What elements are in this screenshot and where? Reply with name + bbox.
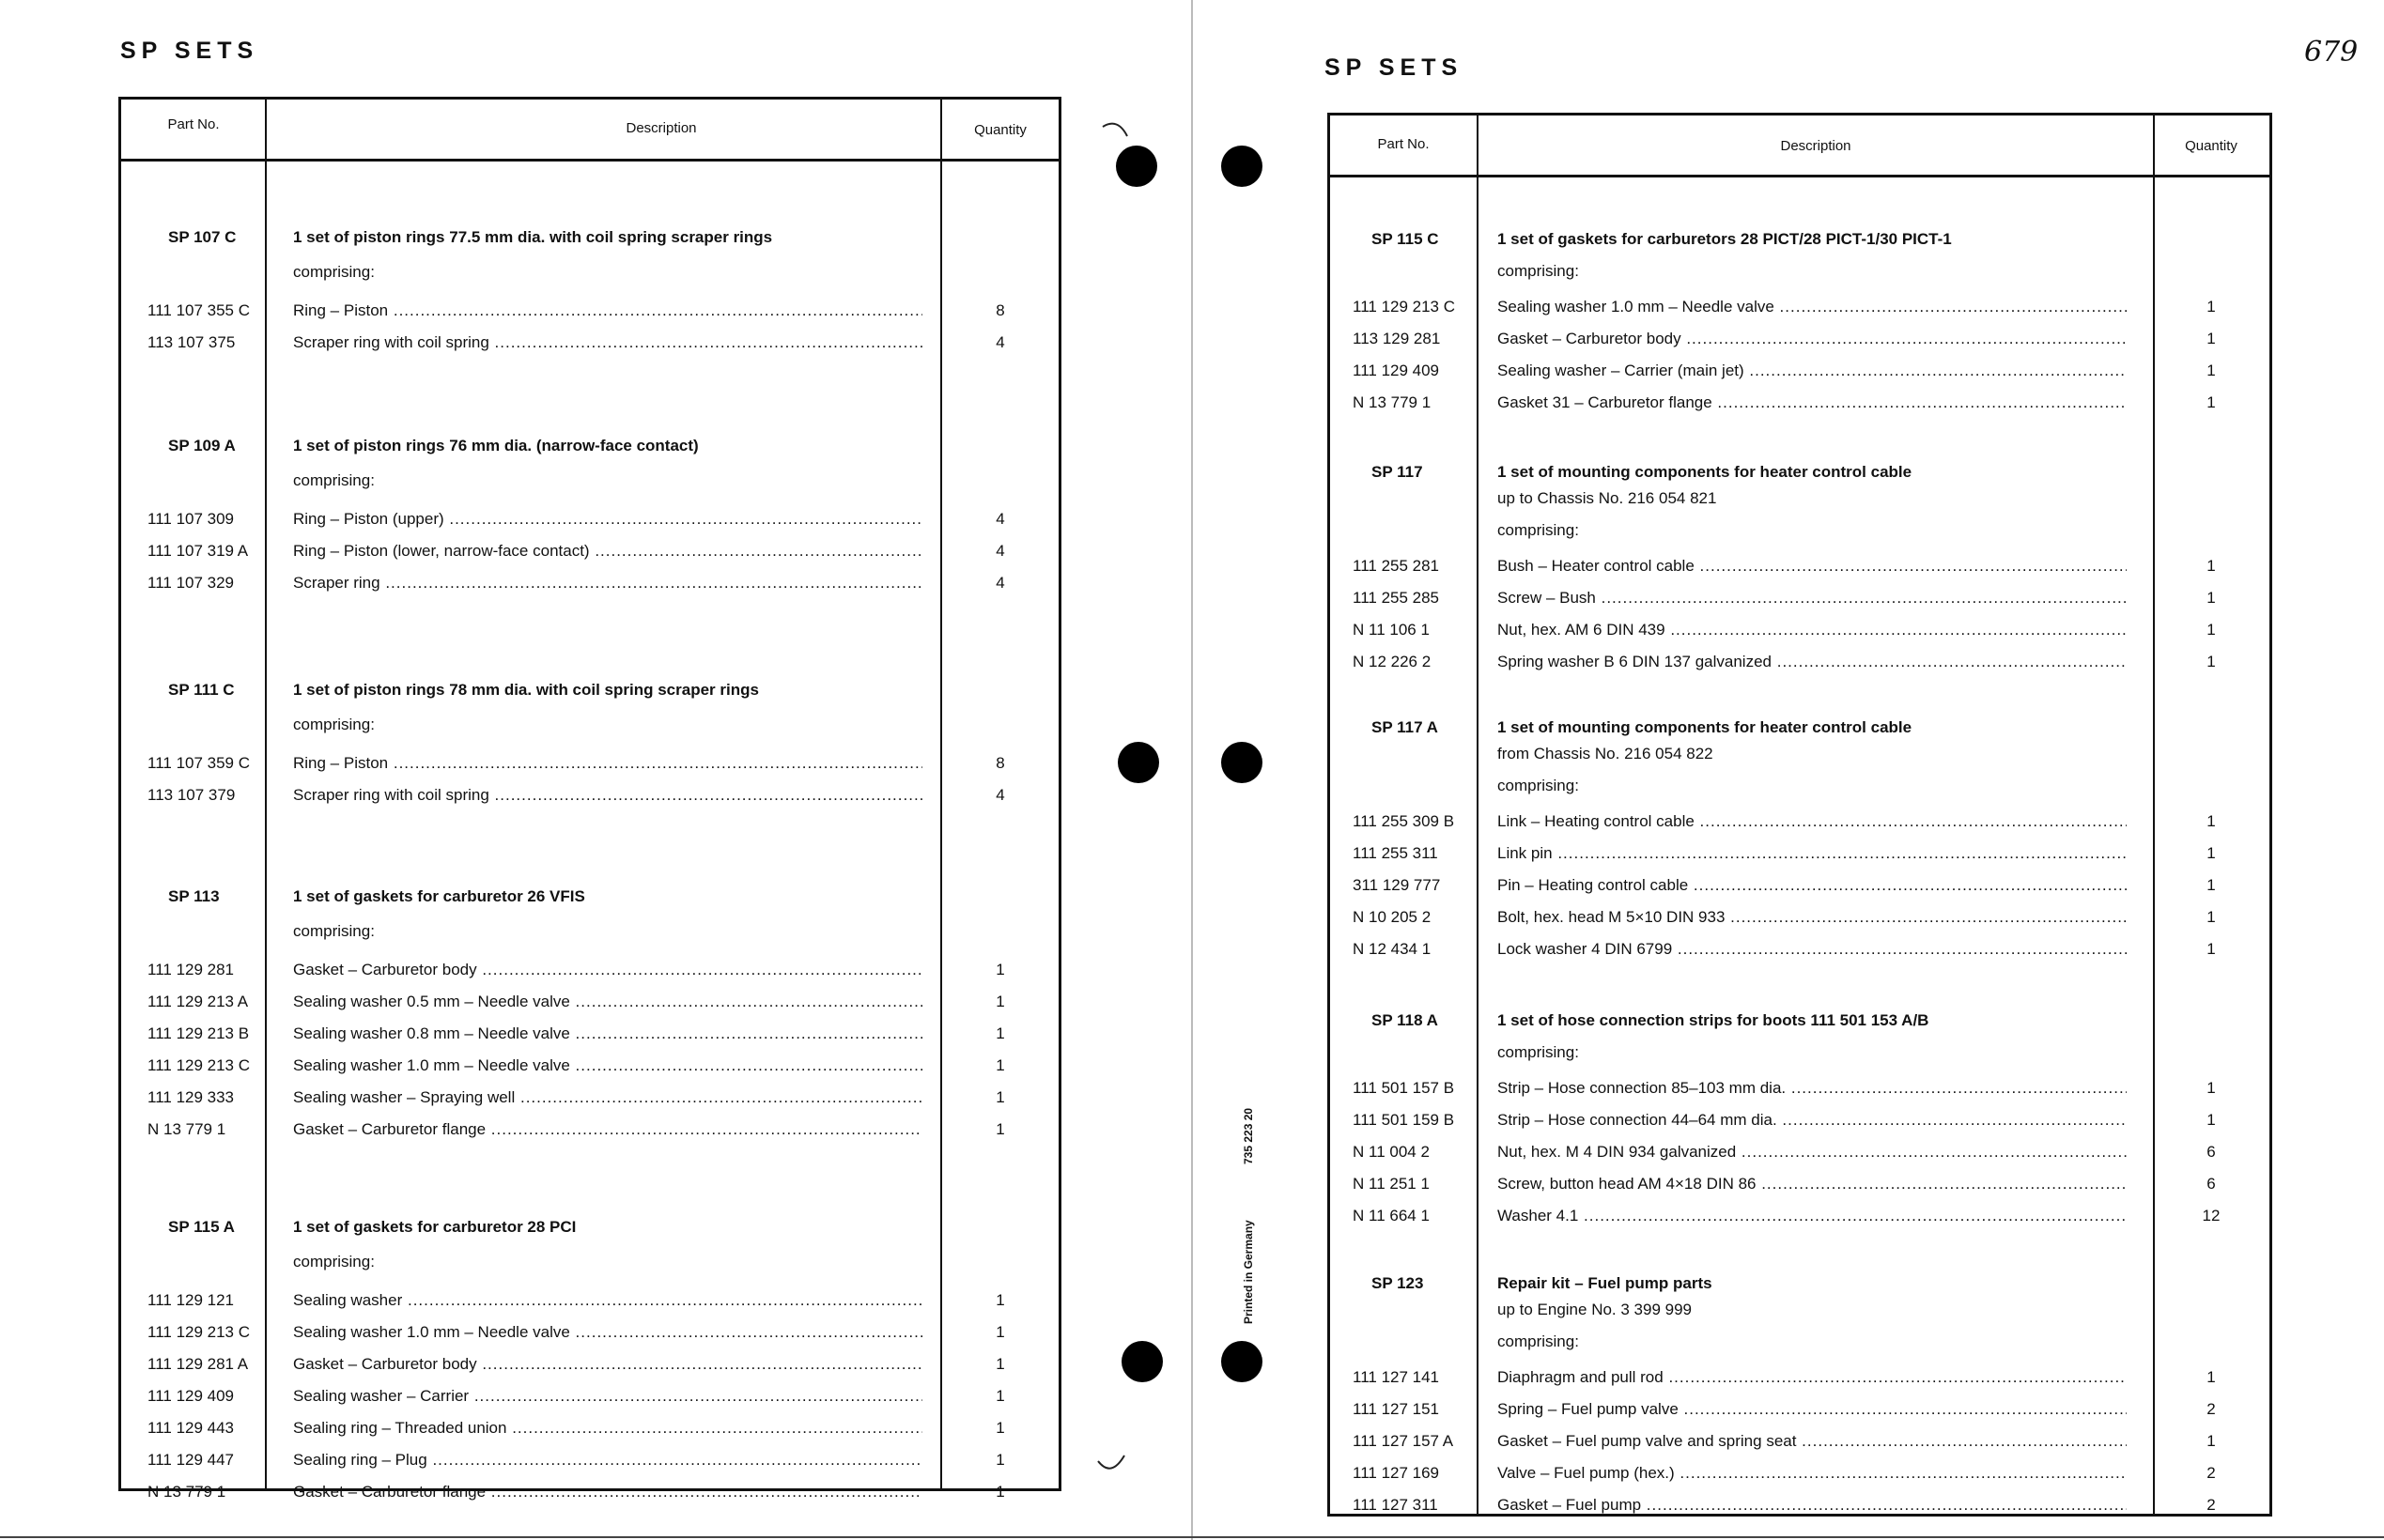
part-quantity: 1 bbox=[996, 1291, 1005, 1309]
table-row bbox=[1330, 1491, 2269, 1519]
set-note-row bbox=[1330, 1039, 2269, 1067]
part-number: 111 129 409 bbox=[147, 1387, 235, 1405]
part-number: 111 129 333 bbox=[147, 1088, 235, 1106]
part-quantity: 1 bbox=[2206, 621, 2216, 639]
set-heading-row bbox=[121, 676, 1059, 704]
part-quantity: 1 bbox=[996, 1120, 1005, 1138]
set-heading-row bbox=[1330, 714, 2269, 742]
part-quantity: 2 bbox=[2206, 1464, 2216, 1482]
part-number: 111 127 151 bbox=[1353, 1400, 1440, 1418]
part-description: Strip – Hose connection 85–103 mm dia. ..... bbox=[1497, 1074, 2127, 1102]
header-quantity: Quantity bbox=[2185, 138, 2237, 154]
part-quantity: 1 bbox=[996, 1024, 1005, 1042]
set-note-row bbox=[1330, 485, 2269, 513]
set-title: 1 set of piston rings 77.5 mm dia. with coil spring scraper rings bbox=[293, 228, 773, 246]
part-number: 111 127 311 bbox=[1353, 1496, 1438, 1514]
table-header bbox=[121, 100, 1059, 162]
set-heading-row bbox=[121, 883, 1059, 911]
set-note: from Chassis No. 216 054 822 bbox=[1497, 745, 1713, 762]
set-title: 1 set of gaskets for carburetors 28 PICT/28 PICT-1/30 PICT-1 bbox=[1497, 230, 1952, 248]
part-description: Sealing washer ..... bbox=[293, 1286, 922, 1315]
table-row bbox=[1330, 1138, 2269, 1166]
part-description: Gasket – Carburetor body ..... bbox=[1497, 325, 2127, 353]
part-description: Sealing washer 1.0 mm – Needle valve ..... bbox=[1497, 293, 2127, 321]
part-description: Gasket – Carburetor flange ..... bbox=[293, 1478, 922, 1506]
set-title: 1 set of piston rings 76 mm dia. (narrow-face contact) bbox=[293, 437, 699, 454]
part-number: 111 127 141 bbox=[1353, 1368, 1440, 1386]
part-description: Link pin ..... bbox=[1497, 839, 2127, 868]
part-number: 111 129 447 bbox=[147, 1451, 235, 1469]
punch-hole bbox=[1221, 146, 1262, 187]
part-quantity: 1 bbox=[2206, 362, 2216, 379]
set-number: SP 123 bbox=[1371, 1274, 1424, 1292]
part-number: 111 501 157 B bbox=[1353, 1079, 1455, 1097]
part-number: N 11 251 1 bbox=[1353, 1175, 1430, 1193]
set-note-row bbox=[1330, 516, 2269, 545]
part-description: Strip – Hose connection 44–64 mm dia. ..... bbox=[1497, 1106, 2127, 1134]
set-note: up to Chassis No. 216 054 821 bbox=[1497, 489, 1717, 507]
part-description: Gasket – Carburetor flange ..... bbox=[293, 1116, 922, 1144]
set-title: 1 set of hose connection strips for boots 111 501 153 A/B bbox=[1497, 1011, 1929, 1029]
table-body bbox=[1330, 175, 2269, 1514]
table-row bbox=[121, 297, 1059, 325]
part-description: Ring – Piston (upper) ..... bbox=[293, 505, 922, 533]
part-description: Spring washer B 6 DIN 137 galvanized ..... bbox=[1497, 648, 2127, 676]
set-number: SP 107 C bbox=[168, 228, 237, 246]
set-title: Repair kit – Fuel pump parts bbox=[1497, 1274, 1712, 1292]
part-quantity: 6 bbox=[2206, 1175, 2216, 1193]
part-quantity: 1 bbox=[2206, 298, 2216, 316]
punch-hole bbox=[1221, 742, 1262, 783]
part-number: 111 107 359 C bbox=[147, 754, 251, 772]
part-number: 113 129 281 bbox=[1353, 330, 1441, 347]
set-heading-row bbox=[1330, 1270, 2269, 1298]
part-number: 111 129 213 C bbox=[147, 1323, 251, 1341]
binder-curl-icon bbox=[1094, 1446, 1132, 1484]
parts-table bbox=[118, 97, 1061, 1501]
part-quantity: 2 bbox=[2206, 1400, 2216, 1418]
table-row bbox=[121, 329, 1059, 357]
part-description: Diaphragm and pull rod ..... bbox=[1497, 1363, 2127, 1392]
table-header bbox=[1330, 116, 2269, 177]
part-number: 111 501 159 B bbox=[1353, 1111, 1455, 1129]
part-quantity: 12 bbox=[2202, 1207, 2221, 1224]
set-title: 1 set of gaskets for carburetor 26 VFIS bbox=[293, 887, 585, 905]
part-quantity: 4 bbox=[996, 542, 1005, 560]
part-description: Sealing washer – Carrier (main jet) ..... bbox=[1497, 357, 2127, 385]
part-description: Sealing ring – Threaded union ..... bbox=[293, 1414, 922, 1442]
table-body bbox=[121, 159, 1059, 1501]
set-note: comprising: bbox=[293, 716, 375, 733]
part-quantity: 1 bbox=[996, 1323, 1005, 1341]
table-row bbox=[121, 988, 1059, 1016]
table-row bbox=[1330, 552, 2269, 580]
header-description: Description bbox=[1780, 138, 1851, 154]
part-description: Nut, hex. AM 6 DIN 439 ..... bbox=[1497, 616, 2127, 644]
set-number: SP 117 bbox=[1371, 463, 1423, 481]
part-number: 111 107 329 bbox=[147, 574, 235, 592]
table-row bbox=[121, 781, 1059, 809]
parts-table bbox=[1327, 113, 2272, 1517]
part-quantity: 4 bbox=[996, 786, 1005, 804]
set-note: comprising: bbox=[293, 263, 375, 281]
punch-hole bbox=[1221, 1341, 1262, 1382]
part-quantity: 4 bbox=[996, 333, 1005, 351]
part-description: Screw – Bush ..... bbox=[1497, 584, 2127, 612]
part-quantity: 1 bbox=[996, 993, 1005, 1010]
part-quantity: 1 bbox=[2206, 1079, 2216, 1097]
part-description: Sealing washer – Spraying well ..... bbox=[293, 1084, 922, 1112]
part-number: 111 127 157 A bbox=[1353, 1432, 1454, 1450]
part-description: Sealing washer 1.0 mm – Needle valve ..... bbox=[293, 1318, 922, 1347]
table-row bbox=[1330, 1363, 2269, 1392]
binder-curl-icon bbox=[1099, 117, 1137, 155]
page-title: SP SETS bbox=[120, 38, 259, 64]
table-row bbox=[1330, 871, 2269, 900]
part-quantity: 1 bbox=[996, 1419, 1005, 1437]
table-row bbox=[1330, 1459, 2269, 1487]
table-row bbox=[121, 1478, 1059, 1506]
set-note-row bbox=[121, 711, 1059, 739]
set-number: SP 118 A bbox=[1371, 1011, 1438, 1029]
set-note-row bbox=[121, 917, 1059, 946]
table-row bbox=[1330, 325, 2269, 353]
bottom-edge bbox=[0, 1536, 2384, 1538]
table-row bbox=[121, 1084, 1059, 1112]
set-title: 1 set of mounting components for heater control cable bbox=[1497, 463, 1912, 481]
part-number: 111 107 319 A bbox=[147, 542, 249, 560]
part-description: Gasket – Fuel pump ..... bbox=[1497, 1491, 2127, 1519]
part-quantity: 1 bbox=[2206, 557, 2216, 575]
table-row bbox=[1330, 935, 2269, 963]
table-row bbox=[1330, 839, 2269, 868]
part-number: N 12 226 2 bbox=[1353, 653, 1432, 670]
part-number: N 13 779 1 bbox=[147, 1120, 226, 1138]
header-description: Description bbox=[626, 120, 697, 136]
part-number: 111 129 213 B bbox=[147, 1024, 250, 1042]
part-quantity: 6 bbox=[2206, 1143, 2216, 1161]
part-quantity: 1 bbox=[996, 1088, 1005, 1106]
set-note: comprising: bbox=[1497, 1332, 1579, 1350]
set-note-row bbox=[1330, 740, 2269, 768]
table-row bbox=[121, 1020, 1059, 1048]
set-title: 1 set of gaskets for carburetor 28 PCI bbox=[293, 1218, 577, 1236]
part-quantity: 1 bbox=[2206, 812, 2216, 830]
table-row bbox=[121, 1350, 1059, 1378]
part-description: Sealing ring – Plug ..... bbox=[293, 1446, 922, 1474]
set-note-row bbox=[1330, 1328, 2269, 1356]
part-number: 111 107 309 bbox=[147, 510, 235, 528]
part-number: 113 107 375 bbox=[147, 333, 236, 351]
set-heading-row bbox=[1330, 1007, 2269, 1035]
part-quantity: 1 bbox=[2206, 1432, 2216, 1450]
set-heading-row bbox=[1330, 225, 2269, 254]
table-row bbox=[1330, 357, 2269, 385]
part-quantity: 1 bbox=[2206, 653, 2216, 670]
part-number: 111 255 309 B bbox=[1353, 812, 1455, 830]
table-row bbox=[1330, 1395, 2269, 1424]
part-number: N 12 434 1 bbox=[1353, 940, 1432, 958]
part-description: Scraper ring with coil spring ..... bbox=[293, 329, 922, 357]
part-number: 111 255 281 bbox=[1353, 557, 1440, 575]
set-note-row bbox=[121, 467, 1059, 495]
set-number: SP 115 A bbox=[168, 1218, 235, 1236]
part-description: Bolt, hex. head M 5×10 DIN 933 ..... bbox=[1497, 903, 2127, 932]
set-heading-row bbox=[121, 432, 1059, 460]
table-row bbox=[1330, 1170, 2269, 1198]
punch-hole bbox=[1118, 742, 1159, 783]
part-number: N 11 004 2 bbox=[1353, 1143, 1430, 1161]
set-heading-row bbox=[121, 1213, 1059, 1241]
set-note: up to Engine No. 3 399 999 bbox=[1497, 1301, 1692, 1318]
set-note: comprising: bbox=[293, 471, 375, 489]
set-number: SP 109 A bbox=[168, 437, 236, 454]
table-row bbox=[121, 1318, 1059, 1347]
set-note: comprising: bbox=[293, 1253, 375, 1270]
set-number: SP 115 C bbox=[1371, 230, 1439, 248]
part-quantity: 1 bbox=[2206, 940, 2216, 958]
table-row bbox=[1330, 584, 2269, 612]
part-number: 111 129 213 A bbox=[147, 993, 249, 1010]
part-description: Sealing washer 0.8 mm – Needle valve ..... bbox=[293, 1020, 922, 1048]
printed-in-germany: Printed in Germany bbox=[1242, 1220, 1255, 1324]
table-row bbox=[121, 1414, 1059, 1442]
set-heading-row bbox=[121, 223, 1059, 252]
table-row bbox=[1330, 808, 2269, 836]
part-quantity: 4 bbox=[996, 510, 1005, 528]
table-row bbox=[1330, 293, 2269, 321]
part-description: Valve – Fuel pump (hex.) ..... bbox=[1497, 1459, 2127, 1487]
part-number: 111 127 169 bbox=[1353, 1464, 1440, 1482]
part-number: 111 129 281 bbox=[147, 961, 235, 978]
table-row bbox=[121, 505, 1059, 533]
table-row bbox=[1330, 1202, 2269, 1230]
handwritten-page-number: 679 bbox=[2304, 36, 2359, 69]
part-number: 111 129 281 A bbox=[147, 1355, 249, 1373]
part-description: Scraper ring with coil spring ..... bbox=[293, 781, 922, 809]
part-quantity: 1 bbox=[996, 1387, 1005, 1405]
part-description: Washer 4.1 ..... bbox=[1497, 1202, 2127, 1230]
part-quantity: 1 bbox=[2206, 908, 2216, 926]
page-title: SP SETS bbox=[1324, 54, 1463, 81]
part-description: Nut, hex. M 4 DIN 934 galvanized ..... bbox=[1497, 1138, 2127, 1166]
part-number: N 11 664 1 bbox=[1353, 1207, 1430, 1224]
part-description: Gasket – Carburetor body ..... bbox=[293, 956, 922, 984]
part-quantity: 1 bbox=[2206, 844, 2216, 862]
table-row bbox=[121, 569, 1059, 597]
header-part-no: Part No. bbox=[1377, 136, 1430, 152]
part-quantity: 1 bbox=[2206, 1111, 2216, 1129]
table-row bbox=[1330, 903, 2269, 932]
part-quantity: 8 bbox=[996, 301, 1005, 319]
part-description: Pin – Heating control cable ..... bbox=[1497, 871, 2127, 900]
part-number: 111 255 311 bbox=[1353, 844, 1438, 862]
part-description: Ring – Piston ..... bbox=[293, 297, 922, 325]
table-row bbox=[121, 1052, 1059, 1080]
table-row bbox=[1330, 648, 2269, 676]
part-number: 111 129 121 bbox=[147, 1291, 235, 1309]
right-page bbox=[1193, 0, 2384, 1540]
part-description: Sealing washer – Carrier ..... bbox=[293, 1382, 922, 1410]
part-quantity: 2 bbox=[2206, 1496, 2216, 1514]
part-quantity: 1 bbox=[996, 1483, 1005, 1501]
part-description: Lock washer 4 DIN 6799 ..... bbox=[1497, 935, 2127, 963]
part-description: Scraper ring ..... bbox=[293, 569, 922, 597]
part-quantity: 1 bbox=[2206, 589, 2216, 607]
set-note: comprising: bbox=[1497, 521, 1579, 539]
part-number: 111 129 213 C bbox=[147, 1056, 251, 1074]
table-row bbox=[1330, 1106, 2269, 1134]
part-description: Sealing washer 1.0 mm – Needle valve ..... bbox=[293, 1052, 922, 1080]
part-number: 111 255 285 bbox=[1353, 589, 1440, 607]
print-code: 735 223 20 bbox=[1242, 1107, 1255, 1164]
set-note-row bbox=[121, 1248, 1059, 1276]
set-note: comprising: bbox=[1497, 1043, 1579, 1061]
part-number: 113 107 379 bbox=[147, 786, 236, 804]
set-note-row bbox=[121, 258, 1059, 286]
part-number: N 10 205 2 bbox=[1353, 908, 1432, 926]
part-description: Gasket 31 – Carburetor flange ..... bbox=[1497, 389, 2127, 417]
table-row bbox=[121, 1286, 1059, 1315]
header-part-no: Part No. bbox=[167, 116, 220, 132]
set-note: comprising: bbox=[293, 922, 375, 940]
table-row bbox=[121, 749, 1059, 778]
set-title: 1 set of mounting components for heater control cable bbox=[1497, 718, 1912, 736]
part-quantity: 1 bbox=[996, 1451, 1005, 1469]
part-quantity: 1 bbox=[2206, 1368, 2216, 1386]
part-description: Screw, button head AM 4×18 DIN 86 ..... bbox=[1497, 1170, 2127, 1198]
set-heading-row bbox=[1330, 458, 2269, 486]
table-row bbox=[121, 956, 1059, 984]
part-description: Bush – Heater control cable ..... bbox=[1497, 552, 2127, 580]
table-row bbox=[1330, 616, 2269, 644]
part-number: 111 107 355 C bbox=[147, 301, 251, 319]
part-description: Gasket – Carburetor body ..... bbox=[293, 1350, 922, 1378]
table-row bbox=[121, 537, 1059, 565]
part-description: Spring – Fuel pump valve ..... bbox=[1497, 1395, 2127, 1424]
part-number: N 13 779 1 bbox=[147, 1483, 226, 1501]
part-description: Ring – Piston (lower, narrow-face contact) ..... bbox=[293, 537, 922, 565]
set-note-row bbox=[1330, 772, 2269, 800]
punch-hole bbox=[1122, 1341, 1163, 1382]
part-quantity: 1 bbox=[2206, 330, 2216, 347]
left-page bbox=[0, 0, 1191, 1540]
table-row bbox=[1330, 1074, 2269, 1102]
table-row bbox=[1330, 1427, 2269, 1455]
part-description: Gasket – Fuel pump valve and spring seat ..... bbox=[1497, 1427, 2127, 1455]
part-number: N 11 106 1 bbox=[1353, 621, 1430, 639]
part-quantity: 1 bbox=[2206, 876, 2216, 894]
part-description: Sealing washer 0.5 mm – Needle valve ..... bbox=[293, 988, 922, 1016]
part-description: Link – Heating control cable ..... bbox=[1497, 808, 2127, 836]
set-title: 1 set of piston rings 78 mm dia. with coil spring scraper rings bbox=[293, 681, 759, 699]
part-number: 311 129 777 bbox=[1353, 876, 1441, 894]
part-quantity: 1 bbox=[2206, 393, 2216, 411]
set-note: comprising: bbox=[1497, 262, 1579, 280]
header-quantity: Quantity bbox=[974, 122, 1027, 138]
set-note-row bbox=[1330, 1296, 2269, 1324]
set-number: SP 117 A bbox=[1371, 718, 1438, 736]
set-number: SP 113 bbox=[168, 887, 220, 905]
part-number: 111 129 213 C bbox=[1353, 298, 1456, 316]
table-row bbox=[1330, 389, 2269, 417]
set-number: SP 111 C bbox=[168, 681, 235, 699]
part-quantity: 4 bbox=[996, 574, 1005, 592]
part-quantity: 8 bbox=[996, 754, 1005, 772]
part-quantity: 1 bbox=[996, 1056, 1005, 1074]
part-quantity: 1 bbox=[996, 1355, 1005, 1373]
set-note-row bbox=[1330, 257, 2269, 285]
part-number: 111 129 443 bbox=[147, 1419, 235, 1437]
part-description: Ring – Piston ..... bbox=[293, 749, 922, 778]
table-row bbox=[121, 1382, 1059, 1410]
set-note: comprising: bbox=[1497, 777, 1579, 794]
table-row bbox=[121, 1116, 1059, 1144]
part-number: N 13 779 1 bbox=[1353, 393, 1432, 411]
part-number: 111 129 409 bbox=[1353, 362, 1440, 379]
table-row bbox=[121, 1446, 1059, 1474]
part-quantity: 1 bbox=[996, 961, 1005, 978]
